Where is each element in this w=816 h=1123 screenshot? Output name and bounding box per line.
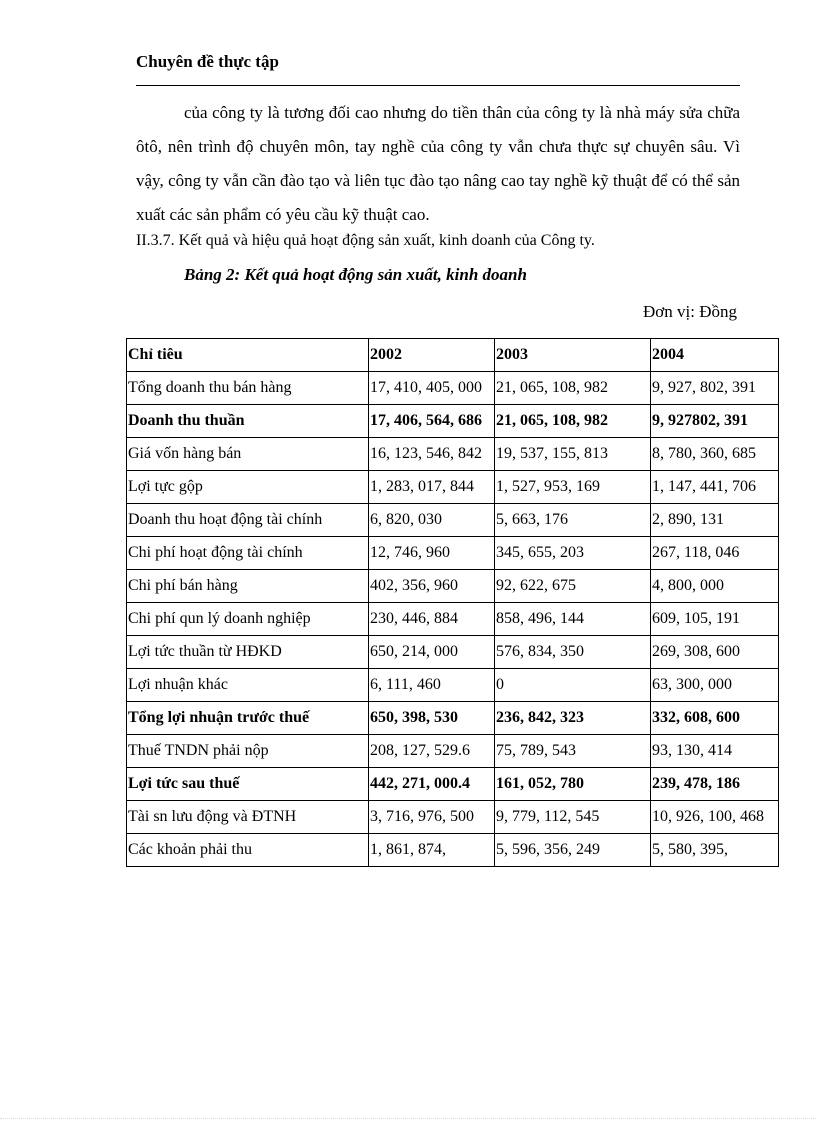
value-cell: 0 — [495, 669, 651, 702]
value-cell: 650, 214, 000 — [369, 636, 495, 669]
table-row — [127, 471, 779, 504]
section-heading: II.3.7. Kết quả và hiệu quả hoạt động sản xuất, kinh doanh của Công ty. — [136, 232, 595, 249]
row-label: Giá vốn hàng bán — [127, 438, 369, 471]
page-header-title: Chuyên đề thực tập — [136, 52, 279, 71]
table-row — [127, 636, 779, 669]
value-cell: 9, 927, 802, 391 — [651, 372, 779, 405]
value-cell: 332, 608, 600 — [651, 702, 779, 735]
table-row — [127, 735, 779, 768]
row-label: Tổng lợi nhuận trước thuế — [127, 702, 369, 735]
table-row — [127, 834, 779, 867]
results-table — [126, 338, 779, 867]
value-cell: 650, 398, 530 — [369, 702, 495, 735]
table-row — [127, 603, 779, 636]
page-bottom-rule — [0, 1118, 816, 1119]
value-cell: 230, 446, 884 — [369, 603, 495, 636]
row-label: Lợi nhuận khác — [127, 669, 369, 702]
row-label: Chi phí bán hàng — [127, 570, 369, 603]
row-label: Doanh thu thuần — [127, 405, 369, 438]
value-cell: 2, 890, 131 — [651, 504, 779, 537]
value-cell: 5, 596, 356, 249 — [495, 834, 651, 867]
value-cell: 5, 663, 176 — [495, 504, 651, 537]
value-cell: 402, 356, 960 — [369, 570, 495, 603]
table-caption: Bảng 2: Kết quả hoạt động sản xuất, kinh doanh — [184, 265, 527, 284]
row-label: Lợi tực gộp — [127, 471, 369, 504]
value-cell: 1, 527, 953, 169 — [495, 471, 651, 504]
table-row — [127, 537, 779, 570]
value-cell: 10, 926, 100, 468 — [651, 801, 779, 834]
row-label: Thuế TNDN phải nộp — [127, 735, 369, 768]
row-label: Các khoản phải thu — [127, 834, 369, 867]
value-cell: 19, 537, 155, 813 — [495, 438, 651, 471]
value-cell: 1, 147, 441, 706 — [651, 471, 779, 504]
table-row — [127, 504, 779, 537]
row-label: Chi phí qun lý doanh nghiệp — [127, 603, 369, 636]
value-cell: 6, 111, 460 — [369, 669, 495, 702]
value-cell: 609, 105, 191 — [651, 603, 779, 636]
header-cell: 2004 — [651, 339, 779, 372]
table-row — [127, 669, 779, 702]
value-cell: 6, 820, 030 — [369, 504, 495, 537]
value-cell: 4, 800, 000 — [651, 570, 779, 603]
value-cell: 9, 779, 112, 545 — [495, 801, 651, 834]
row-label: Doanh thu hoạt động tài chính — [127, 504, 369, 537]
value-cell: 1, 861, 874, — [369, 834, 495, 867]
row-label: Tài sn lưu động và ĐTNH — [127, 801, 369, 834]
value-cell: 8, 780, 360, 685 — [651, 438, 779, 471]
value-cell: 236, 842, 323 — [495, 702, 651, 735]
header-cell: 2002 — [369, 339, 495, 372]
value-cell: 21, 065, 108, 982 — [495, 405, 651, 438]
table-row — [127, 768, 779, 801]
value-cell: 75, 789, 543 — [495, 735, 651, 768]
table-row — [127, 405, 779, 438]
value-cell: 17, 406, 564, 686 — [369, 405, 495, 438]
table-row — [127, 570, 779, 603]
value-cell: 858, 496, 144 — [495, 603, 651, 636]
table-row — [127, 372, 779, 405]
value-cell: 576, 834, 350 — [495, 636, 651, 669]
table-row — [127, 801, 779, 834]
value-cell: 161, 052, 780 — [495, 768, 651, 801]
value-cell: 63, 300, 000 — [651, 669, 779, 702]
value-cell: 12, 746, 960 — [369, 537, 495, 570]
unit-note: Đơn vị: Đồng — [643, 302, 737, 321]
value-cell: 1, 283, 017, 844 — [369, 471, 495, 504]
value-cell: 269, 308, 600 — [651, 636, 779, 669]
value-cell: 17, 410, 405, 000 — [369, 372, 495, 405]
table-header-row — [127, 339, 779, 372]
value-cell: 239, 478, 186 — [651, 768, 779, 801]
header-divider — [136, 85, 740, 86]
value-cell: 9, 927802, 391 — [651, 405, 779, 438]
value-cell: 3, 716, 976, 500 — [369, 801, 495, 834]
table-row — [127, 702, 779, 735]
value-cell: 345, 655, 203 — [495, 537, 651, 570]
value-cell: 16, 123, 546, 842 — [369, 438, 495, 471]
row-label: Chi phí hoạt động tài chính — [127, 537, 369, 570]
value-cell: 93, 130, 414 — [651, 735, 779, 768]
header-cell: 2003 — [495, 339, 651, 372]
value-cell: 5, 580, 395, — [651, 834, 779, 867]
body-paragraph: của công ty là tương đối cao nhưng do tiền thân của công ty là nhà máy sửa chữa ôtô, nên trình độ chuyên môn, tay nghề của công ty vẫn chưa thực sự chuyên sâu. Vì vậy, công ty vẫn cần đào tạo và liên tục đào tạo nâng cao tay nghề kỹ thuật để có thể sản xuất các sản phẩm có yêu cầu kỹ thuật cao. — [136, 103, 740, 224]
value-cell: 21, 065, 108, 982 — [495, 372, 651, 405]
row-label: Lợi tức sau thuế — [127, 768, 369, 801]
header-cell: Chỉ tiêu — [127, 339, 369, 372]
value-cell: 442, 271, 000.4 — [369, 768, 495, 801]
value-cell: 92, 622, 675 — [495, 570, 651, 603]
row-label: Lợi tức thuần từ HĐKD — [127, 636, 369, 669]
value-cell: 208, 127, 529.6 — [369, 735, 495, 768]
row-label: Tổng doanh thu bán hàng — [127, 372, 369, 405]
value-cell: 267, 118, 046 — [651, 537, 779, 570]
table-row — [127, 438, 779, 471]
